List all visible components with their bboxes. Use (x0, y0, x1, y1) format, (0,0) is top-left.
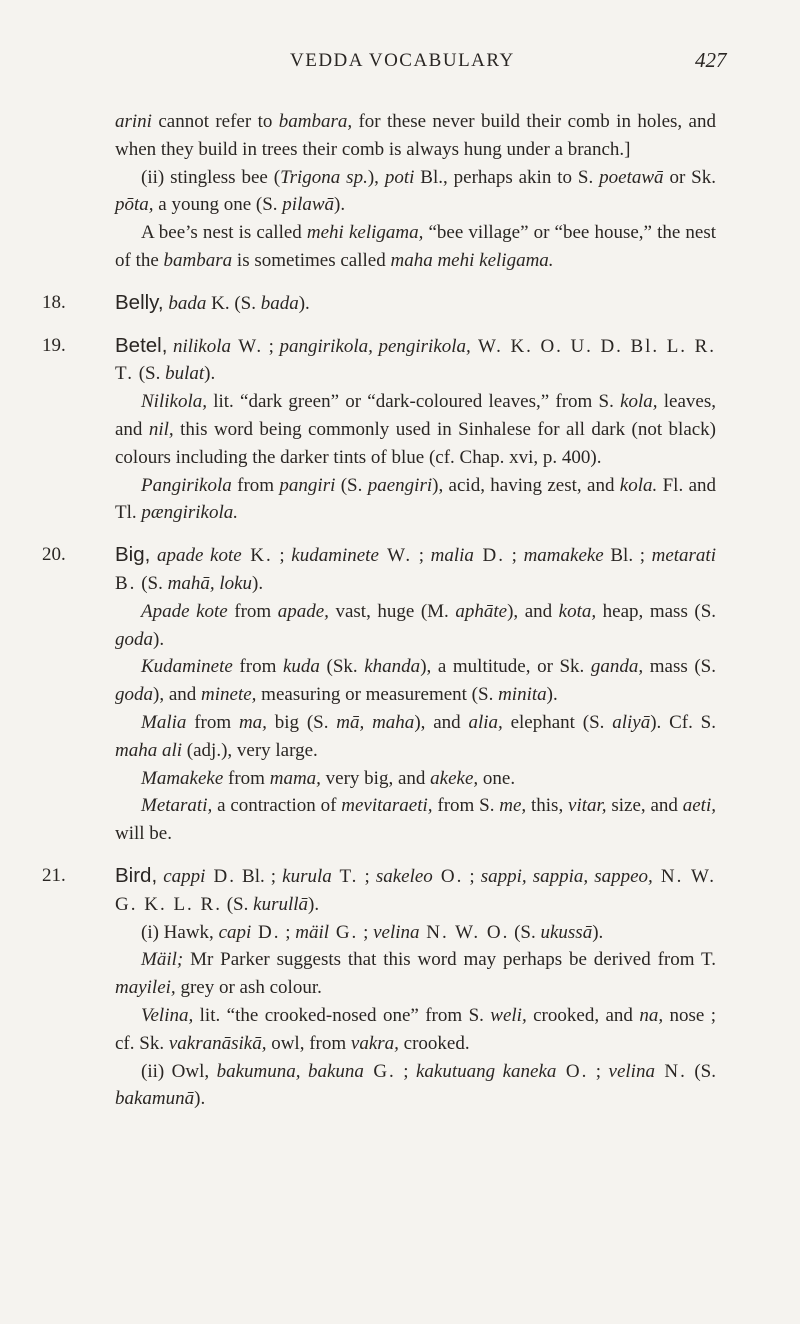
entry-number: 19. (42, 334, 66, 356)
vocabulary-entry (0, 541, 800, 848)
italic-term: minita (498, 684, 547, 706)
entry-number: 21. (42, 864, 66, 886)
text-run: crooked, and (526, 1004, 640, 1026)
italic-term: mevitaraeti, (341, 795, 433, 817)
italic-term: Malia (141, 711, 187, 733)
text-run: D. (205, 865, 236, 887)
text-run: (S. (335, 474, 368, 496)
italic-term: bulat (165, 363, 205, 385)
text-run: (S. (686, 1060, 716, 1082)
text-run: Bl. ; (235, 865, 283, 887)
text-run: K. (S. (206, 292, 261, 314)
text-run: cannot refer to (151, 111, 279, 132)
text-run: size, and (606, 795, 683, 817)
text-run: W. (231, 335, 264, 357)
vocabulary-text (0, 108, 800, 1113)
text-run: will be. (115, 823, 172, 845)
text-run: ). (194, 1088, 206, 1110)
text-run: (S. (136, 572, 168, 594)
entry-note (115, 765, 716, 793)
entry-note (115, 919, 716, 947)
italic-term: vakranāsikā, (168, 1032, 267, 1054)
italic-term: poti (384, 166, 415, 188)
italic-term: khanda (364, 656, 421, 678)
italic-term: apade, (277, 600, 329, 622)
text-run: ; (463, 865, 481, 887)
italic-term: weli, (490, 1004, 527, 1026)
italic-term: ukussā (540, 921, 593, 943)
italic-term: mamakeke (523, 545, 604, 567)
text-run: (S. (133, 363, 166, 385)
continuation-paragraph (0, 108, 800, 164)
text-run: or Sk. (663, 166, 716, 188)
italic-term: bada (168, 292, 207, 314)
text-run: mass (S. (643, 656, 716, 678)
italic-term: aeti, (682, 795, 716, 817)
italic-term: mäil (295, 921, 330, 943)
text-run: Bl., perhaps akin to S. (414, 166, 600, 188)
headword: Betel, (115, 333, 168, 357)
text-run: ; (412, 545, 431, 567)
entry-note (115, 792, 716, 848)
italic-term: kola, (620, 391, 658, 413)
vocabulary-entry (0, 289, 800, 318)
text-run: G. (329, 921, 359, 943)
text-run: from (227, 600, 278, 622)
italic-term: capi (218, 921, 252, 943)
text-run: from (186, 711, 239, 733)
italic-term: alia, (468, 711, 503, 733)
text-run: crooked. (398, 1032, 470, 1054)
entry-note (115, 388, 716, 471)
text-run: nose ; cf. Sk. (115, 1004, 716, 1054)
text-run: ; (395, 1060, 416, 1082)
italic-term: Mäil; (141, 949, 184, 971)
vocabulary-entry (0, 862, 800, 1113)
entry-headline (115, 862, 716, 919)
italic-term: kurula (282, 865, 332, 887)
italic-term: kola. (619, 474, 658, 496)
text-run: “bee village” or “bee house,” the nest of the (115, 222, 716, 271)
italic-term: pængirikola. (141, 502, 238, 524)
italic-term: nilikola (172, 335, 232, 357)
text-run: a young one (S. (153, 194, 283, 216)
entry-note (115, 472, 716, 528)
vocabulary-entry (0, 332, 800, 528)
text-run: ). (298, 292, 310, 314)
text-run: D. (251, 921, 281, 943)
italic-term: Apade kote (141, 600, 228, 622)
text-run: B. (115, 572, 137, 594)
entry-number: 20. (42, 544, 66, 566)
entry-note (115, 709, 716, 765)
running-title: VEDDA VOCABULARY (290, 50, 515, 71)
italic-term: maha ali (115, 739, 183, 761)
text-run: ), and (507, 600, 559, 622)
text-run: ), acid, having zest, and (432, 474, 620, 496)
text-run: ). (546, 684, 558, 706)
italic-term: ganda, (590, 656, 644, 678)
text-run: ; (505, 545, 524, 567)
text-run (150, 545, 157, 566)
italic-term: bakumuna, bakuna (216, 1060, 364, 1082)
entry-note (115, 653, 716, 709)
text-run: ; (272, 545, 292, 567)
italic-term: bambara (163, 249, 233, 271)
italic-term: aliyā (612, 711, 651, 733)
text-run: measuring or measurement (S. (256, 684, 499, 706)
entry-number: 18. (42, 291, 66, 313)
italic-term: bada (260, 292, 299, 314)
text-run: is sometimes called (232, 249, 391, 271)
text-run: Bl. ; (603, 545, 652, 567)
italic-term: goda (115, 628, 153, 650)
text-run: K. (241, 545, 273, 567)
italic-term: na, (639, 1004, 664, 1026)
text-run: elephant (S. (502, 711, 613, 733)
italic-term: Mamakeke (141, 767, 224, 789)
text-run: ; (588, 1060, 609, 1082)
italic-term: Metarati, (141, 795, 213, 817)
italic-term: pilawā (282, 194, 335, 216)
continuation-paragraph (0, 219, 800, 275)
italic-term: mama, (269, 767, 321, 789)
text-run: (Sk. (319, 656, 365, 678)
text-run: for these never build their comb in holes, and when they build in trees their comb is always hung under a branch.] (115, 111, 716, 160)
italic-term: goda (115, 684, 153, 706)
text-run: (S. (509, 921, 541, 943)
italic-term: ma, (238, 711, 267, 733)
text-run: D. (473, 545, 506, 567)
text-run: Bl. L. R. T. (115, 335, 717, 385)
text-run: A bee’s nest is called (141, 222, 307, 244)
entry-headline (115, 541, 716, 598)
text-run: (S. (221, 893, 254, 915)
italic-term: metarati (651, 545, 716, 567)
italic-term: pōta, (115, 194, 154, 216)
text-run: ; (280, 921, 296, 943)
italic-term: aphāte (455, 600, 508, 622)
italic-term: sappi, sappia, sappeo, (480, 865, 653, 887)
italic-term: kudaminete (291, 545, 379, 567)
entry-headline (115, 289, 716, 318)
text-run: ), and (153, 684, 202, 706)
text-run: ). Cf. S. (650, 711, 716, 733)
italic-term: minete, (201, 684, 257, 706)
entry-note (115, 1058, 716, 1114)
continuation-paragraph (0, 164, 800, 220)
italic-term: vitar, (568, 795, 607, 817)
text-run: lit. “the crooked-nosed one” from S. (193, 1004, 491, 1026)
text-run: (ii) Owl, (141, 1060, 217, 1082)
italic-term: Trigona sp. (280, 166, 368, 188)
italic-term: poetawā (599, 166, 664, 188)
text-run: Fl. and Tl. (115, 474, 716, 524)
text-run: N. W. O. (419, 921, 510, 943)
text-run: ). (153, 628, 165, 650)
text-run: ; (358, 865, 376, 887)
text-run: O. (432, 865, 464, 887)
text-run: ). (308, 893, 320, 915)
page-header (0, 48, 800, 78)
text-run: ). (592, 921, 604, 943)
text-run: this, (526, 795, 569, 817)
italic-term: nil, (148, 418, 174, 440)
italic-term: kurullā (253, 893, 309, 915)
italic-term: mahā, loku (167, 572, 253, 594)
text-run: leaves, and (115, 391, 716, 440)
italic-term: apade kote (156, 545, 242, 567)
text-run: a contraction of (212, 795, 342, 817)
text-run: ; (358, 921, 374, 943)
italic-term: paengiri (367, 474, 433, 496)
italic-term: kota, (558, 600, 597, 622)
italic-term: sakeleo (375, 865, 433, 887)
text-run: ). (252, 572, 264, 594)
text-run: (adj.), very large. (182, 739, 318, 761)
headword: Belly, (115, 290, 164, 314)
italic-term: kakutuang kaneka (416, 1060, 557, 1082)
italic-term: mayilei, (115, 977, 176, 999)
italic-term: mā, maha (336, 711, 415, 733)
italic-term: bambara, (278, 111, 353, 132)
text-run: W. K. O. U. D. (470, 335, 623, 357)
text-run: vast, huge (M. (328, 600, 456, 622)
headword: Bird, (115, 863, 158, 887)
text-run: from (223, 767, 270, 789)
italic-term: velina (373, 921, 420, 943)
italic-term: Velina, (141, 1004, 194, 1026)
text-run: lit. “dark green” or “dark-coloured leaves,” from S. (206, 391, 621, 413)
text-run: owl, from (266, 1032, 351, 1054)
text-run: from S. (432, 795, 500, 817)
italic-term: cappi (163, 865, 206, 887)
italic-term: Nilikola, (141, 391, 207, 413)
italic-term: Pangirikola (141, 474, 232, 496)
text-run: O. (556, 1060, 589, 1082)
italic-term: maha mehi keligama. (390, 249, 554, 271)
text-run: big (S. (266, 711, 337, 733)
text-run: from (232, 656, 283, 678)
text-run: (i) Hawk, (141, 921, 219, 943)
text-run: W. (378, 545, 413, 567)
text-run: ), (367, 166, 385, 188)
text-run: G. (363, 1060, 396, 1082)
italic-term: arini (115, 111, 152, 132)
italic-term: Kudaminete (141, 656, 233, 678)
italic-term: malia (430, 545, 474, 567)
italic-term: vakra, (350, 1032, 399, 1054)
text-run: grey or ash colour. (175, 977, 322, 999)
text-run: ). (334, 194, 346, 216)
italic-term: pangirikola, pengirikola, (279, 335, 471, 357)
italic-term: akeke, (430, 767, 479, 789)
text-run: one. (478, 767, 516, 789)
text-run: ; (263, 335, 280, 357)
italic-term: pangiri (279, 474, 336, 496)
text-run: T. (331, 865, 359, 887)
italic-term: me, (499, 795, 527, 817)
italic-term: kuda (282, 656, 320, 678)
page-number: 427 (695, 48, 727, 72)
text-run: this word being commonly used in Sinhalese for all dark (not black) colours including the darker tints of blue (cf. Chap. xvi, p. 400). (115, 418, 717, 468)
italic-term: mehi keligama, (306, 222, 424, 244)
italic-term: bakamunā (115, 1088, 195, 1110)
entry-note (115, 1002, 716, 1058)
text-run: N. W. G. K. L. R. (115, 865, 716, 915)
entry-note (115, 946, 716, 1002)
headword: Big, (115, 543, 151, 567)
text-run: Mr Parker suggests that this word may perhaps be derived from T. (183, 949, 716, 971)
entry-headline (115, 332, 716, 389)
text-run: ), and (414, 711, 469, 733)
text-run: (ii) stingless bee ( (141, 166, 281, 188)
text-run: very big, and (320, 767, 431, 789)
text-run: ). (204, 363, 216, 385)
text-run: ), a multitude, or Sk. (420, 656, 591, 678)
italic-term: velina (608, 1060, 655, 1082)
text-run: heap, mass (S. (596, 600, 717, 622)
text-run: from (231, 474, 280, 496)
entry-note (115, 598, 716, 654)
text-run: N. (654, 1060, 687, 1082)
